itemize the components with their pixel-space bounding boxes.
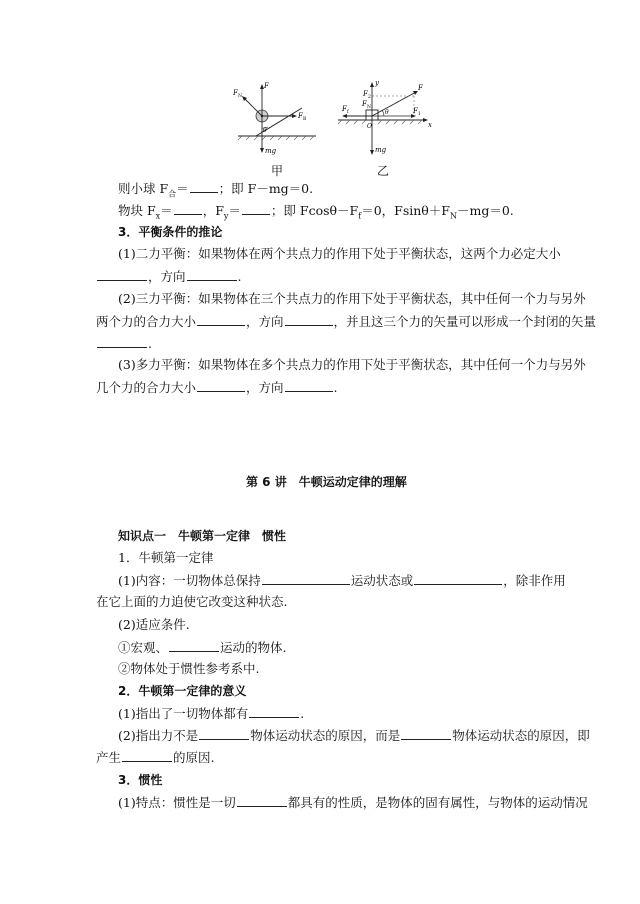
sub-heading-2: 2．牛顿第一定律的意义 xyxy=(118,684,247,698)
para2-line1: (2)三力平衡：如果物体在三个共点力的作用下处于平衡状态，其中任何一个力与另外 xyxy=(118,291,586,306)
blank xyxy=(285,313,333,326)
sub-heading-3: 3．惯性 xyxy=(118,773,163,787)
para1-line1: (1)二力平衡：如果物体在两个共点力的作用下处于平衡状态，这两个力必定大小 xyxy=(118,246,561,261)
figure-right-block-on-ground xyxy=(336,76,436,158)
para3-line2: 几个力的合力大小 ，方向 . xyxy=(96,380,338,395)
caption-left: 甲 xyxy=(271,164,284,178)
label-fn-sub: N xyxy=(367,105,371,110)
para2-line2: 两个力的合力大小 ，方向 ，并且这三个力的矢量可以形成一个封闭的矢量 xyxy=(96,314,597,329)
label-f1: F xyxy=(413,107,418,115)
label-f1-sub: 1 xyxy=(418,112,421,117)
knowledge-point-1: 知识点一 牛顿第一定律 惯性 xyxy=(118,529,287,543)
blank xyxy=(197,313,245,326)
blank xyxy=(401,727,451,740)
para1-line2: ，方向 . xyxy=(96,268,242,285)
caption-right: 乙 xyxy=(377,164,390,178)
lecture-title: 第 6 讲 牛顿运动定律的理解 xyxy=(246,475,407,489)
blank xyxy=(174,202,202,215)
label-theta: θ xyxy=(385,109,389,116)
blank xyxy=(122,749,172,762)
ball-equation-line: 则小球 $F_合=$ ；即 F－mg＝0. xyxy=(118,181,314,199)
section-heading-3: 3．平衡条件的推论 xyxy=(118,225,223,239)
para3-line1: (3)多力平衡：如果物体在多个共点力的作用下处于平衡状态，其中任何一个力与另外 xyxy=(118,357,586,372)
label-fb: F xyxy=(298,112,303,120)
label-f: F xyxy=(264,82,269,90)
blank xyxy=(242,202,270,215)
blank xyxy=(197,379,245,392)
meaning-line2: (2)指出力不是 物体运动状态的原因，而是 物体运动状态的原因，即 xyxy=(118,728,590,743)
label-fb-sub: B xyxy=(303,117,307,122)
blank xyxy=(97,335,147,348)
blank xyxy=(169,639,219,652)
figure-left-ball-on-incline xyxy=(228,78,328,158)
content-line2: 在它上面的力迫使它改变这种状态. xyxy=(96,594,288,609)
block-equation-line: 物块 $F_x=$ ，$F_y=$ ；即 $Fcos\theta-F_f=0$，$Fsin\theta+F_N-mg=0$. xyxy=(118,203,514,221)
condition-heading: (2)适应条件. xyxy=(118,617,190,632)
condition-item-1: ①宏观、 运动的物体. xyxy=(118,640,287,655)
blank xyxy=(199,727,249,740)
label-f2: F xyxy=(363,90,368,98)
label-f2-sub: 2 xyxy=(368,95,371,100)
label-mg: mg xyxy=(375,146,387,154)
label-y: y xyxy=(375,79,379,87)
blank xyxy=(97,268,147,281)
label-o: O xyxy=(367,123,372,130)
label-fn-sub: N xyxy=(238,94,242,99)
label-f: F xyxy=(418,84,423,92)
blank xyxy=(249,705,299,718)
label-x: x xyxy=(428,121,432,129)
content-line1: (1)内容：一切物体总保持 运动状态或 ，除非作用 xyxy=(118,573,566,588)
para2-line3: . xyxy=(96,335,152,352)
label-mg: mg xyxy=(265,147,277,155)
blank xyxy=(262,572,350,585)
sub-heading-1: 1．牛顿第一定律 xyxy=(118,550,214,565)
blank xyxy=(285,379,333,392)
meaning-line1: (1)指出了一切物体都有 . xyxy=(118,706,305,721)
label-ff-sub: f xyxy=(347,110,349,115)
label-ff: F xyxy=(342,105,347,113)
meaning-line3: 产生 的原因. xyxy=(96,750,215,765)
blank xyxy=(190,180,218,193)
blank xyxy=(237,794,287,807)
label-theta: θ xyxy=(263,127,267,134)
label-fn: F xyxy=(233,89,238,97)
blank xyxy=(414,572,502,585)
blank xyxy=(187,268,237,281)
inertia-line1: (1)特点：惯性是一切 都具有的性质，是物体的固有属性，与物体的运动情况 xyxy=(118,795,588,810)
condition-item-2: ②物体处于惯性参考系中. xyxy=(118,661,260,676)
label-fn: F xyxy=(362,100,367,108)
